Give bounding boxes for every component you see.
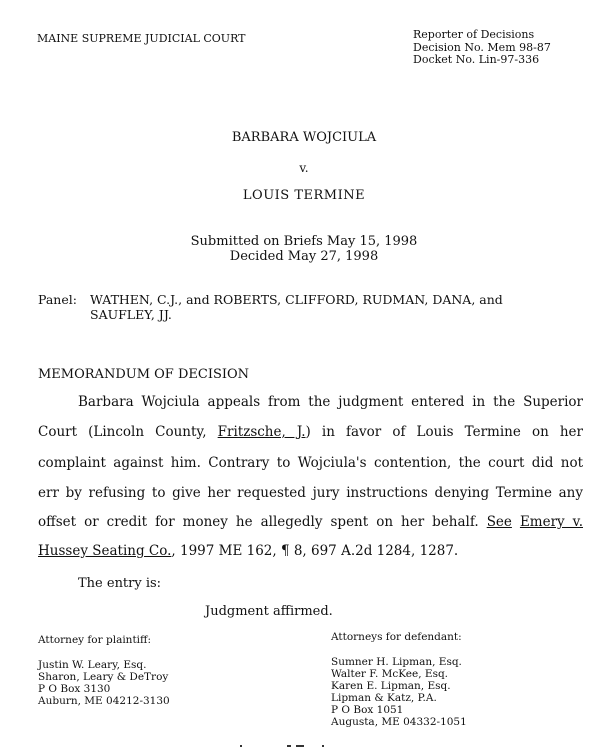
attorney-line: Sharon, Leary & DeTroy <box>38 671 169 683</box>
decided-date: Decided May 27, 1998 <box>229 249 379 264</box>
plaintiff-attorney-heading: Attorney for plaintiff: <box>38 634 152 646</box>
body-text: err by refusing to give her requested jury instructions denying Termine any <box>38 485 583 501</box>
body-text: complaint against him. Contrary to Wojciula's contention, the court did not <box>38 455 583 471</box>
defendant-attorney-heading: Attorneys for defendant: <box>331 631 462 643</box>
body-text: Barbara Wojciula appeals from the judgment entered in the Superior <box>78 394 583 410</box>
attorney-line: P O Box 1051 <box>331 704 404 716</box>
citation-reporter: , 1997 ME 162, ¶ 8, 697 A.2d 1284, 1287. <box>171 543 459 559</box>
defendant-attorney-block <box>331 656 467 728</box>
attorney-line: P O Box 3130 <box>38 683 111 695</box>
reporter-block <box>413 29 551 67</box>
memorandum-title: MEMORANDUM OF DECISION <box>38 367 250 382</box>
body-line-4 <box>38 485 583 501</box>
docket-number: Docket No. Lin-97-336 <box>413 53 540 66</box>
body-text: ) in favor of Louis Termine on her <box>305 424 583 440</box>
judgment-result: Judgment affirmed. <box>205 604 333 619</box>
attorney-line: Lipman & Katz, P.A. <box>331 692 437 704</box>
case-citation: Hussey Seating Co. <box>38 543 172 559</box>
defendant-name: LOUIS TERMINE <box>242 188 366 203</box>
dates-block <box>0 234 608 264</box>
plaintiff-name: BARBARA WOJCIULA <box>231 130 377 145</box>
see-signal: See <box>486 514 512 530</box>
body-line-2 <box>38 424 583 440</box>
body-line-1 <box>78 394 583 410</box>
panel-justices-line1: WATHEN, C.J., and ROBERTS, CLIFFORD, RUDMAN, DANA, and <box>90 292 503 307</box>
attorney-line: Justin W. Leary, Esq. <box>38 659 147 671</box>
attorney-line: Augusta, ME 04332-1051 <box>331 716 467 728</box>
submitted-date: Submitted on Briefs May 15, 1998 <box>190 234 418 249</box>
plaintiff-attorney-block <box>38 659 170 707</box>
body-line-5 <box>38 514 583 530</box>
body-line-6 <box>38 543 458 559</box>
body-text-line5 <box>38 514 583 530</box>
attorney-line: Walter F. McKee, Esq. <box>331 668 449 680</box>
entry-label: The entry is: <box>78 576 162 591</box>
attorney-line: Karen E. Lipman, Esq. <box>331 680 451 692</box>
decision-number: Decision No. Mem 98-87 <box>413 40 551 54</box>
panel-label: Panel: <box>38 292 77 307</box>
reporter-label: Reporter of Decisions <box>413 28 535 41</box>
panel-justices-line2: SAUFLEY, JJ. <box>90 307 172 322</box>
body-text-line2 <box>38 424 583 440</box>
attorney-line: Auburn, ME 04212-3130 <box>38 695 170 707</box>
case-citation: Emery v. <box>519 514 583 530</box>
body-text: Court (Lincoln County, <box>38 424 218 440</box>
body-line-3 <box>38 455 583 471</box>
versus: v. <box>299 161 309 175</box>
body-text: offset or credit for money he allegedly spent on her behalf. <box>38 514 487 530</box>
cropped-footer-marks <box>240 745 390 749</box>
court-name: MAINE SUPREME JUDICIAL COURT <box>37 32 246 45</box>
attorney-line: Sumner H. Lipman, Esq. <box>331 656 462 668</box>
judge-name: Fritzsche, J. <box>217 424 306 440</box>
